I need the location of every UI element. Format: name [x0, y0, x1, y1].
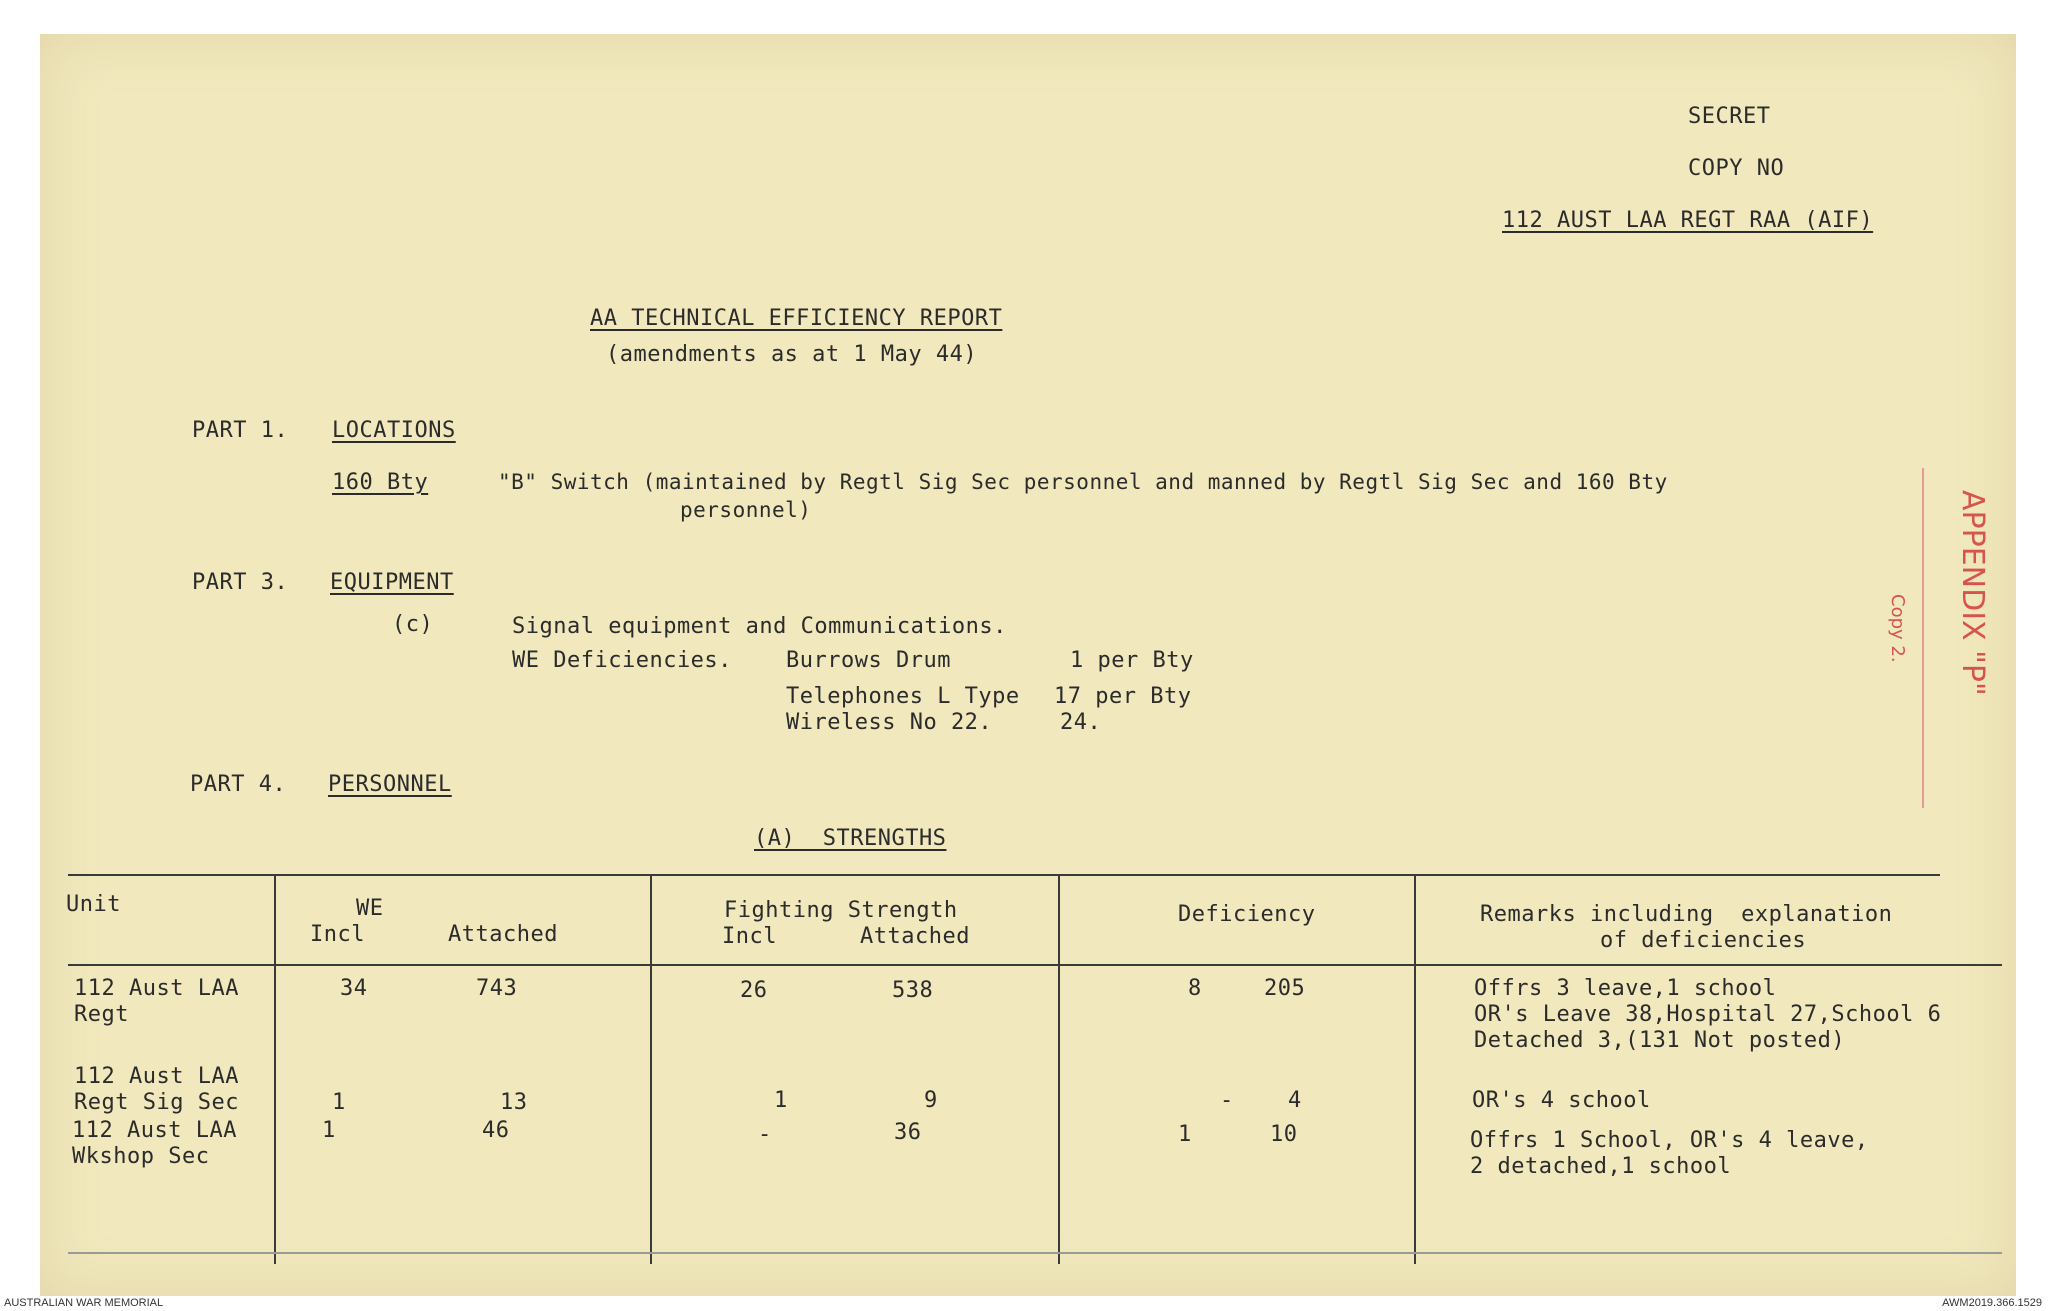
table-column-rule	[1058, 876, 1060, 1264]
part4-heading: PERSONNEL	[328, 772, 452, 797]
table-cell-remarks: Detached 3,(131 Not posted)	[1474, 1028, 1846, 1053]
table-cell-remarks: Offrs 3 leave,1 school	[1474, 976, 1777, 1001]
table-cell-remarks: Offrs 1 School, OR's 4 leave,	[1470, 1128, 1869, 1153]
table-cell-unit: 112 Aust LAA	[74, 1064, 239, 1089]
table-cell-unit: Wkshop Sec	[72, 1144, 210, 1169]
report-subtitle: (amendments as at 1 May 44)	[606, 342, 978, 367]
report-title: AA TECHNICAL EFFICIENCY REPORT	[590, 306, 1003, 331]
header-we-incl: Incl	[310, 922, 365, 947]
header-fs-incl: Incl	[722, 924, 777, 949]
table-cell-remarks: 2 detached,1 school	[1470, 1154, 1732, 1179]
table-cell-deficiency: 4	[1288, 1088, 1302, 1113]
footer-source: AUSTRALIAN WAR MEMORIAL	[4, 1297, 164, 1309]
table-bottom-rule	[68, 1252, 2002, 1254]
table-cell-we-attached: 743	[476, 976, 518, 1001]
part4-label: PART 4.	[190, 772, 287, 797]
table-cell-fs-attached: 36	[894, 1120, 922, 1145]
strengths-heading: (A) STRENGTHS	[754, 826, 947, 851]
part1-item: 160 Bty	[332, 470, 429, 495]
table-top-rule	[68, 874, 1940, 876]
equipment-item-qty: 24.	[1060, 710, 1102, 735]
part1-text-line2: personnel)	[680, 498, 812, 522]
copy-annotation: Copy 2.	[1887, 594, 1908, 663]
header-we: WE	[356, 896, 384, 921]
table-cell-remarks: OR's Leave 38,Hospital 27,School 6	[1474, 1002, 1942, 1027]
table-cell-deficiency: 10	[1270, 1122, 1298, 1147]
equipment-item-name: Telephones L Type	[786, 684, 1020, 709]
table-cell-deficiency: -	[1220, 1088, 1234, 1113]
table-cell-we-attached: 46	[482, 1118, 510, 1143]
header-unit: Unit	[66, 892, 121, 917]
table-cell-remarks: OR's 4 school	[1472, 1088, 1651, 1113]
table-cell-unit: Regt	[74, 1002, 129, 1027]
equipment-item-qty: 1 per Bty	[1070, 648, 1194, 673]
header-fs-attached: Attached	[860, 924, 970, 949]
unit-designation: 112 AUST LAA REGT RAA (AIF)	[1502, 208, 1874, 233]
table-cell-deficiency: 1	[1178, 1122, 1192, 1147]
annotation-bracket	[1922, 468, 1924, 808]
table-column-rule	[1414, 876, 1416, 1264]
part3-line1: Signal equipment and Communications.	[512, 614, 1007, 639]
table-column-rule	[274, 876, 276, 1264]
part1-text-line1: "B" Switch (maintained by Regtl Sig Sec personnel and manned by Regtl Sig Sec and 160 Bty	[498, 470, 1668, 494]
equipment-item-name: Wireless No 22.	[786, 710, 993, 735]
table-cell-deficiency: 205	[1264, 976, 1306, 1001]
part1-heading: LOCATIONS	[332, 418, 456, 443]
part3-heading: EQUIPMENT	[330, 570, 454, 595]
part1-label: PART 1.	[192, 418, 289, 443]
table-cell-fs-attached: 538	[892, 978, 934, 1003]
table-cell-unit: Regt Sig Sec	[74, 1090, 239, 1115]
appendix-label: APPENDIX "P"	[1955, 490, 1990, 696]
table-cell-fs-incl: 26	[740, 978, 768, 1003]
part3-sub-label: (c)	[392, 612, 434, 637]
header-fighting-strength: Fighting Strength	[724, 898, 958, 923]
equipment-item-name: Burrows Drum	[786, 648, 951, 673]
equipment-item-qty: 17 per Bty	[1054, 684, 1192, 709]
table-cell-we-incl: 1	[322, 1118, 336, 1143]
table-cell-unit: 112 Aust LAA	[74, 976, 239, 1001]
header-we-attached: Attached	[448, 922, 558, 947]
header-deficiency: Deficiency	[1178, 902, 1316, 927]
header-remarks-line2: of deficiencies	[1600, 928, 1807, 953]
table-cell-deficiency: 8	[1188, 976, 1202, 1001]
classification-label: SECRET	[1688, 104, 1771, 129]
table-cell-fs-incl: 1	[774, 1088, 788, 1113]
copy-number-label: COPY NO	[1688, 156, 1785, 181]
table-cell-fs-incl: -	[758, 1122, 772, 1147]
header-remarks: Remarks including explanation	[1480, 902, 1893, 927]
footer-accession-number: AWM2019.366.1529	[1942, 1297, 2042, 1309]
table-column-rule	[650, 876, 652, 1264]
table-cell-we-incl: 34	[340, 976, 368, 1001]
part3-label: PART 3.	[192, 570, 289, 595]
table-cell-we-attached: 13	[500, 1090, 528, 1115]
table-cell-we-incl: 1	[332, 1090, 346, 1115]
table-cell-unit: 112 Aust LAA	[72, 1118, 237, 1143]
table-header-rule	[68, 964, 2002, 966]
table-cell-fs-attached: 9	[924, 1088, 938, 1113]
part3-deficiencies-label: WE Deficiencies.	[512, 648, 732, 673]
